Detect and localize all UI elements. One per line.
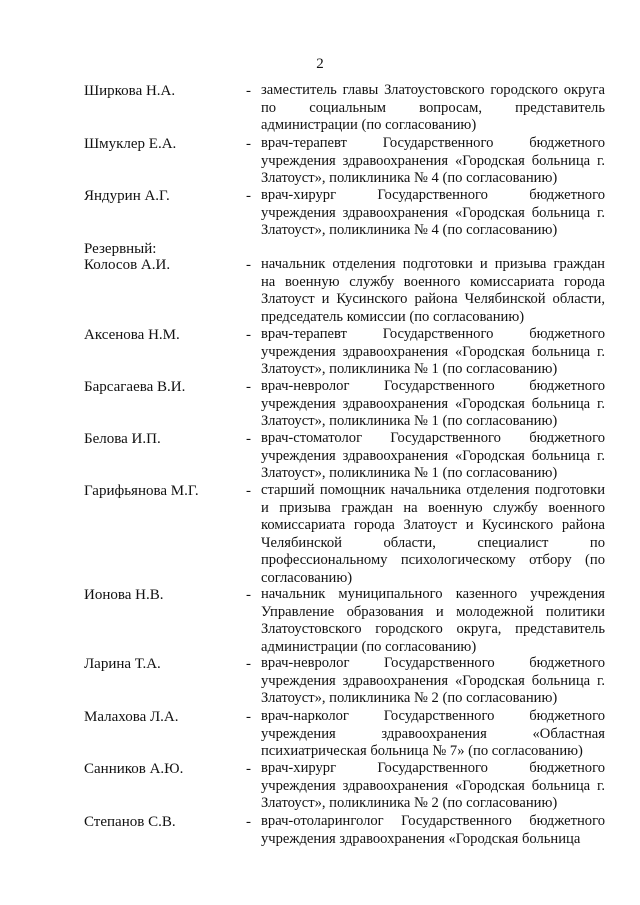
member-name: Гарифьянова М.Г.: [84, 483, 199, 499]
member-name: Шмуклер Е.А.: [84, 136, 177, 152]
member-role: врач-стоматолог Государственного бюджетного учреждения здравоохранения «Городская больница г. Златоуст», поликлиника № 1 (по согласованию): [261, 430, 605, 481]
dash-separator: -: [246, 83, 251, 99]
member-role: врач-хирург Государственного бюджетного учреждения здравоохранения «Городская больница г. Златоуст», поликлиника № 4 (по согласованию): [261, 187, 605, 238]
member-name: Аксенова Н.М.: [84, 327, 180, 343]
dash-separator: -: [246, 814, 251, 830]
dash-separator: -: [246, 327, 251, 343]
member-role: начальник муниципального казенного учреждения Управление образования и молодежной политики Златоустовского городского округа, представитель администрации (по согласованию): [261, 586, 605, 655]
member-name: Ионова Н.В.: [84, 587, 164, 603]
dash-separator: -: [246, 483, 251, 499]
member-role: врач-хирург Государственного бюджетного учреждения здравоохранения «Городская больница г. Златоуст», поликлиника № 2 (по согласованию): [261, 760, 605, 811]
member-role: врач-отоларинголог Государственного бюджетного учреждения здравоохранения «Городская больница: [261, 813, 605, 847]
page-number: 2: [316, 56, 324, 72]
member-role: врач-терапевт Государственного бюджетного учреждения здравоохранения «Городская больница г. Златоуст», поликлиника № 1 (по согласованию): [261, 326, 605, 377]
dash-separator: -: [246, 188, 251, 204]
reserve-label: Резервный:: [84, 241, 157, 257]
dash-separator: -: [246, 136, 251, 152]
dash-separator: -: [246, 656, 251, 672]
dash-separator: -: [246, 379, 251, 395]
member-role: врач-невролог Государственного бюджетного учреждения здравоохранения «Городская больница г. Златоуст», поликлиника № 2 (по согласованию): [261, 655, 605, 706]
member-role: врач-терапевт Государственного бюджетного учреждения здравоохранения «Городская больница г. Златоуст», поликлиника № 4 (по согласованию): [261, 135, 605, 186]
dash-separator: -: [246, 431, 251, 447]
member-name: Степанов С.В.: [84, 814, 176, 830]
dash-separator: -: [246, 257, 251, 273]
member-name: Ларина Т.А.: [84, 656, 161, 672]
member-name: Белова И.П.: [84, 431, 161, 447]
member-name: Барсагаева В.И.: [84, 379, 186, 395]
dash-separator: -: [246, 761, 251, 777]
member-role: старший помощник начальника отделения подготовки и призыва граждан на военную службу военного комиссариата города Златоуст и Кусинского района Челябинской области, специалист по профессиональному психологическому отбору (по согласованию): [261, 482, 605, 586]
member-role: врач-нарколог Государственного бюджетного учреждения здравоохранения «Областная психиатрическая больница № 7» (по согласованию): [261, 708, 605, 759]
member-name: Колосов А.И.: [84, 257, 171, 273]
member-name: Ширкова Н.А.: [84, 83, 176, 99]
member-name: Санников А.Ю.: [84, 761, 184, 777]
member-role: заместитель главы Златоустовского городского округа по социальным вопросам, представитель администрации (по согласованию): [261, 82, 605, 133]
member-role: начальник отделения подготовки и призыва граждан на военную службу военного комиссариата города Златоуст и Кусинского района Челябинской области, председатель комиссии (по согласованию): [261, 256, 605, 325]
member-name: Малахова Л.А.: [84, 709, 179, 725]
member-name: Яндурин А.Г.: [84, 188, 170, 204]
dash-separator: -: [246, 587, 251, 603]
dash-separator: -: [246, 709, 251, 725]
member-role: врач-невролог Государственного бюджетного учреждения здравоохранения «Городская больница г. Златоуст», поликлиника № 1 (по согласованию): [261, 378, 605, 429]
